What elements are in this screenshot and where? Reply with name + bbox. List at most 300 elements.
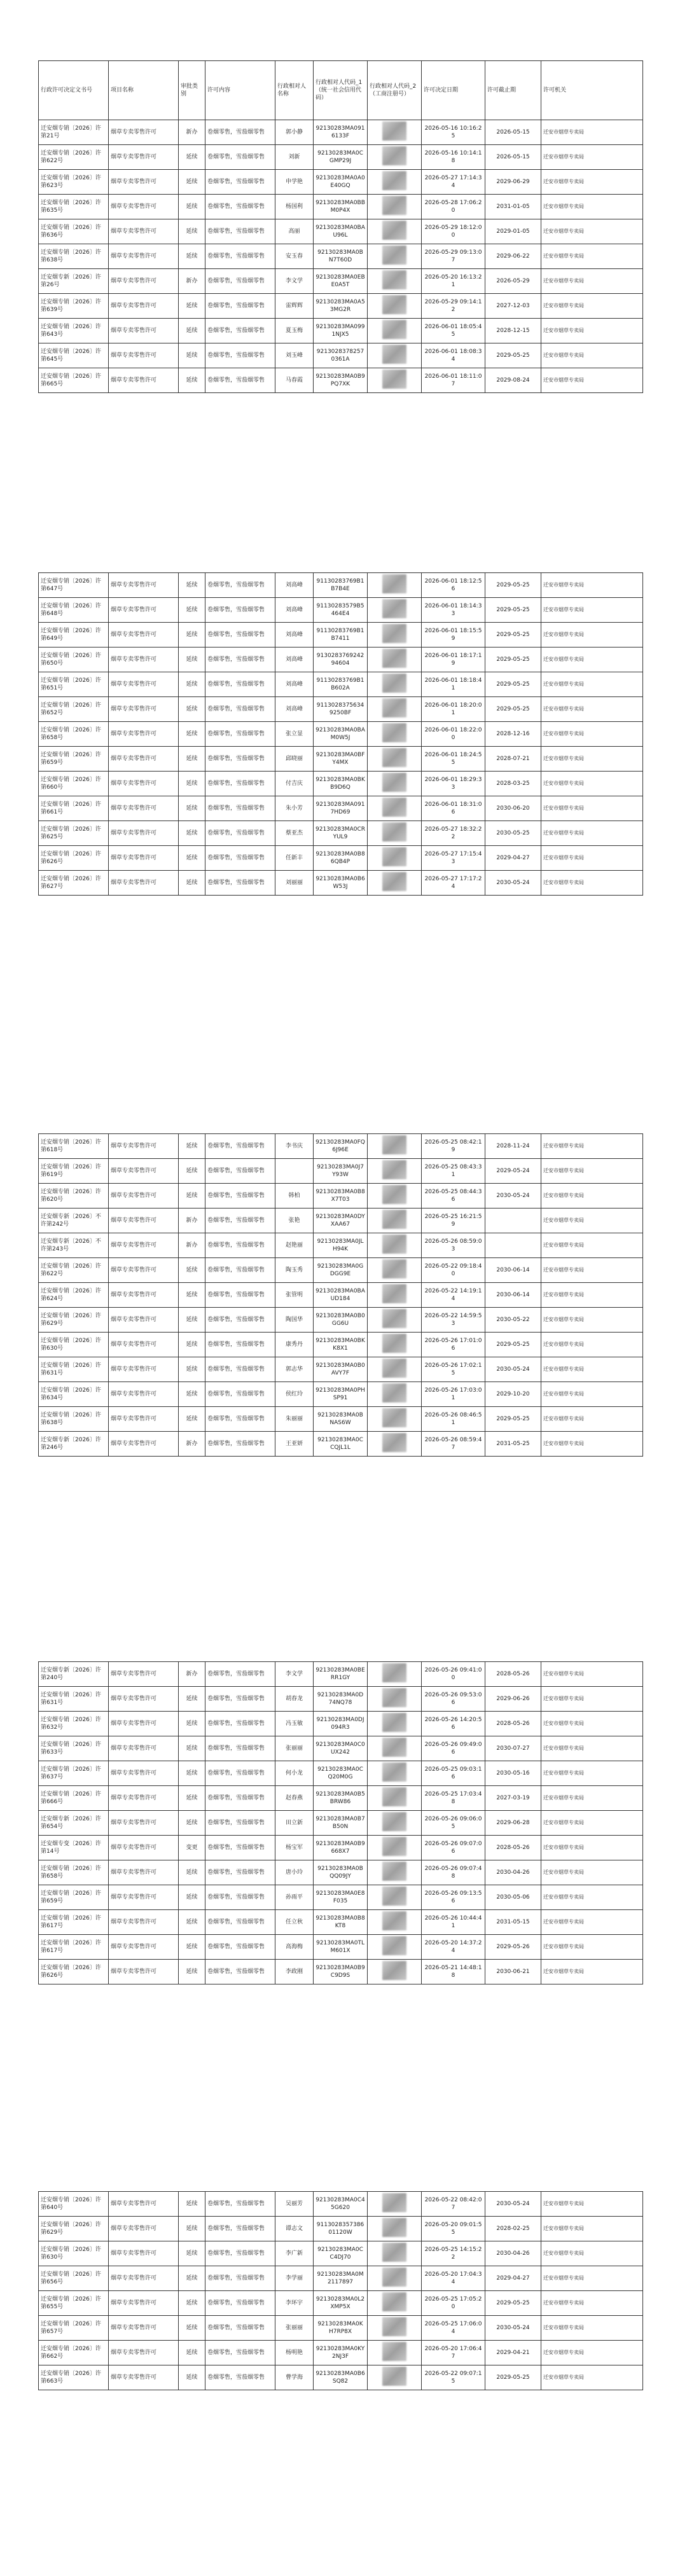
approval-type: 延续 <box>179 1910 205 1935</box>
decision-doc-number: 迁安烟专销〔2026〕许第635号 <box>39 195 109 219</box>
decision-date: 2026-06-01 18:12:56 <box>422 573 485 598</box>
expiry-date: 2030-04-26 <box>485 2241 541 2266</box>
credit-code: 92130283MA0C45G620 <box>314 2192 368 2217</box>
approval-type: 延续 <box>179 1960 205 1984</box>
approval-type: 延续 <box>179 1885 205 1910</box>
decision-doc-number: 迁安烟专销〔2026〕许第622号 <box>39 1258 109 1283</box>
license-scope: 卷烟零售，雪茄烟零售 <box>205 170 275 195</box>
applicant-name: 曹学海 <box>275 2365 314 2390</box>
project-name: 烟草专卖零售许可 <box>109 145 179 170</box>
license-authority: 迁安市烟草专卖局 <box>541 195 643 219</box>
applicant-name: 刘高峰 <box>275 598 314 623</box>
approval-type: 延续 <box>179 244 205 269</box>
redacted-registration-cell <box>368 1407 422 1432</box>
decision-date: 2026-05-16 10:14:18 <box>422 145 485 170</box>
decision-date: 2026-05-26 09:49:06 <box>422 1736 485 1761</box>
project-name: 烟草专卖零售许可 <box>109 1184 179 1208</box>
decision-date: 2026-05-27 17:14:34 <box>422 170 485 195</box>
license-authority: 迁安市烟草专卖局 <box>541 1786 643 1811</box>
license-scope: 卷烟零售，雪茄烟零售 <box>205 319 275 343</box>
expiry-date: 2028-11-24 <box>485 1134 541 1159</box>
table-row <box>39 1134 643 1159</box>
table-row <box>39 1382 643 1407</box>
applicant-name: 刘高峰 <box>275 573 314 598</box>
decision-doc-number: 迁安烟专销〔2026〕许第658号 <box>39 722 109 747</box>
license-authority: 迁安市烟草专卖局 <box>541 244 643 269</box>
redacted-registration-cell <box>368 1159 422 1184</box>
redacted-registration-cell <box>368 1836 422 1860</box>
redacted-registration-cell <box>368 269 422 294</box>
project-name: 烟草专卖零售许可 <box>109 1786 179 1811</box>
table-row <box>39 1910 643 1935</box>
applicant-name: 李书庆 <box>275 1134 314 1159</box>
table-row <box>39 1233 643 1258</box>
project-name: 烟草专卖零售许可 <box>109 573 179 598</box>
decision-date: 2026-05-25 09:03:16 <box>422 1761 485 1786</box>
redacted-registration-cell <box>368 1786 422 1811</box>
project-name: 烟草专卖零售许可 <box>109 1761 179 1786</box>
project-name: 烟草专卖零售许可 <box>109 1208 179 1233</box>
credit-code: 92130283MA0BKK8X1 <box>314 1333 368 1357</box>
redaction-blur <box>382 1160 406 1179</box>
table-row <box>39 747 643 772</box>
column-header: 许可机关 <box>541 61 643 120</box>
license-scope: 卷烟零售，雪茄烟零售 <box>205 294 275 319</box>
project-name: 烟草专卖零售许可 <box>109 1159 179 1184</box>
applicant-name: 高海梅 <box>275 1935 314 1960</box>
redacted-registration-cell <box>368 1134 422 1159</box>
redacted-registration-cell <box>368 2291 422 2316</box>
credit-code: 92130283MA0GDGG9E <box>314 1258 368 1283</box>
project-name: 烟草专卖零售许可 <box>109 2192 179 2217</box>
decision-doc-number: 迁安烟专销〔2026〕许第620号 <box>39 1184 109 1208</box>
table-header-row <box>39 61 643 120</box>
table-row <box>39 2266 643 2291</box>
license-authority: 迁安市烟草专卖局 <box>541 722 643 747</box>
project-name: 烟草专卖零售许可 <box>109 1333 179 1357</box>
table-row <box>39 573 643 598</box>
decision-doc-number: 迁安烟专销〔2026〕许第650号 <box>39 647 109 672</box>
decision-date: 2026-05-26 09:53:06 <box>422 1687 485 1712</box>
decision-doc-number: 迁安烟专销〔2026〕许第637号 <box>39 1761 109 1786</box>
license-scope: 卷烟零售，雪茄烟零售 <box>205 1811 275 1836</box>
credit-code: 91130283769B1B7B4E <box>314 573 368 598</box>
decision-doc-number: 迁安烟专销〔2026〕许第633号 <box>39 1736 109 1761</box>
approval-type: 延续 <box>179 747 205 772</box>
approval-type: 延续 <box>179 796 205 821</box>
license-authority: 迁安市烟草专卖局 <box>541 1960 643 1984</box>
redaction-blur <box>382 1713 406 1732</box>
license-scope: 卷烟零售，雪茄烟零售 <box>205 1333 275 1357</box>
applicant-name: 王亚妍 <box>275 1432 314 1457</box>
applicant-name: 雷辉辉 <box>275 294 314 319</box>
license-authority: 迁安市烟草专卖局 <box>541 821 643 846</box>
expiry-date: 2030-05-24 <box>485 1184 541 1208</box>
license-scope: 卷烟零售，雪茄烟零售 <box>205 2241 275 2266</box>
license-authority: 迁安市烟草专卖局 <box>541 1134 643 1159</box>
license-table <box>38 1133 643 1457</box>
table-row <box>39 821 643 846</box>
project-name: 烟草专卖零售许可 <box>109 1432 179 1457</box>
expiry-date: 2030-05-24 <box>485 2192 541 2217</box>
decision-doc-number: 迁安烟专销〔2026〕许第651号 <box>39 672 109 697</box>
column-header: 许可内容 <box>205 61 275 120</box>
license-authority: 迁安市烟草专卖局 <box>541 1382 643 1407</box>
decision-doc-number: 迁安烟专新〔2026〕许第654号 <box>39 1811 109 1836</box>
applicant-name: 韩柏 <box>275 1184 314 1208</box>
project-name: 烟草专卖零售许可 <box>109 368 179 393</box>
decision-doc-number: 迁安烟专销〔2026〕许第629号 <box>39 1308 109 1333</box>
decision-doc-number: 迁安烟专销〔2026〕许第640号 <box>39 2192 109 2217</box>
license-scope: 卷烟零售，雪茄烟零售 <box>205 1935 275 1960</box>
project-name: 烟草专卖零售许可 <box>109 772 179 796</box>
table-row <box>39 1432 643 1457</box>
decision-doc-number: 迁安烟专销〔2026〕许第648号 <box>39 598 109 623</box>
decision-date: 2026-05-22 09:07:15 <box>422 2365 485 2390</box>
approval-type: 延续 <box>179 1134 205 1159</box>
redacted-registration-cell <box>368 1357 422 1382</box>
approval-type: 延续 <box>179 343 205 368</box>
redaction-blur <box>382 1210 406 1229</box>
approval-type: 延续 <box>179 772 205 796</box>
license-scope: 卷烟零售，雪茄烟零售 <box>205 195 275 219</box>
decision-doc-number: 迁安烟专销〔2026〕许第661号 <box>39 796 109 821</box>
table-row <box>39 1811 643 1836</box>
column-header: 许可截止期 <box>485 61 541 120</box>
credit-code: 92130283MA0B8KT8 <box>314 1910 368 1935</box>
redacted-registration-cell <box>368 2316 422 2341</box>
license-scope: 卷烟零售，雪茄烟零售 <box>205 2316 275 2341</box>
applicant-name: 李学丽 <box>275 2266 314 2291</box>
license-scope: 卷烟零售，雪茄烟零售 <box>205 2365 275 2390</box>
applicant-name: 陶国华 <box>275 1308 314 1333</box>
decision-doc-number: 迁安烟专新〔2026〕不许第243号 <box>39 1233 109 1258</box>
decision-date: 2026-05-27 18:32:22 <box>422 821 485 846</box>
license-authority: 迁安市烟草专卖局 <box>541 219 643 244</box>
redacted-registration-cell <box>368 1687 422 1712</box>
applicant-name: 谭志文 <box>275 2217 314 2241</box>
credit-code: 92130283MA0CGMP29J <box>314 145 368 170</box>
decision-doc-number: 迁安烟专销〔2026〕许第645号 <box>39 343 109 368</box>
project-name: 烟草专卖零售许可 <box>109 722 179 747</box>
redacted-registration-cell <box>368 796 422 821</box>
license-authority: 迁安市烟草专卖局 <box>541 1910 643 1935</box>
redacted-registration-cell <box>368 573 422 598</box>
table-row <box>39 672 643 697</box>
credit-code: 92130283MA0CQ20M0G <box>314 1761 368 1786</box>
decision-date: 2026-05-20 14:37:24 <box>422 1935 485 1960</box>
redaction-blur <box>382 1383 406 1402</box>
credit-code: 92130283MA0917HD69 <box>314 796 368 821</box>
expiry-date: 2029-05-25 <box>485 2291 541 2316</box>
expiry-date: 2029-10-20 <box>485 1382 541 1407</box>
license-authority: 迁安市烟草专卖局 <box>541 647 643 672</box>
redaction-blur <box>382 370 406 389</box>
decision-date: 2026-05-26 17:01:06 <box>422 1333 485 1357</box>
project-name: 烟草专卖零售许可 <box>109 1233 179 1258</box>
approval-type: 延续 <box>179 2291 205 2316</box>
table-row <box>39 1761 643 1786</box>
table-row <box>39 1208 643 1233</box>
approval-type: 延续 <box>179 219 205 244</box>
applicant-name: 张立显 <box>275 722 314 747</box>
expiry-date: 2030-06-14 <box>485 1258 541 1283</box>
applicant-name: 李文学 <box>275 1662 314 1687</box>
approval-type: 延续 <box>179 1258 205 1283</box>
expiry-date: 2029-05-24 <box>485 1159 541 1184</box>
applicant-name: 赵艳丽 <box>275 1233 314 1258</box>
decision-doc-number: 迁安烟专销〔2026〕许第617号 <box>39 1935 109 1960</box>
project-name: 烟草专卖零售许可 <box>109 697 179 722</box>
redaction-blur <box>382 146 406 165</box>
credit-code: 92130283MA0KH7RP8X <box>314 2316 368 2341</box>
credit-code: 92130283MA0TLM601X <box>314 1935 368 1960</box>
expiry-date: 2029-05-25 <box>485 2365 541 2390</box>
redacted-registration-cell <box>368 1736 422 1761</box>
table-row <box>39 195 643 219</box>
column-header: 行政相对人代码_1（统一社会信用代码） <box>314 61 368 120</box>
redaction-blur <box>382 1762 406 1782</box>
applicant-name: 陶玉秀 <box>275 1258 314 1283</box>
credit-code: 92130283MA0E8F035 <box>314 1885 368 1910</box>
approval-type: 延续 <box>179 2365 205 2390</box>
decision-date: 2026-05-25 17:05:20 <box>422 2291 485 2316</box>
approval-type: 延续 <box>179 170 205 195</box>
project-name: 烟草专卖零售许可 <box>109 647 179 672</box>
decision-date: 2026-06-01 18:18:41 <box>422 672 485 697</box>
redaction-blur <box>382 1911 406 1930</box>
project-name: 烟草专卖零售许可 <box>109 1860 179 1885</box>
expiry-date: 2030-05-06 <box>485 1885 541 1910</box>
project-name: 烟草专卖零售许可 <box>109 2341 179 2365</box>
expiry-date: 2030-06-21 <box>485 1960 541 1984</box>
approval-type: 延续 <box>179 1935 205 1960</box>
decision-doc-number: 迁安烟专销〔2026〕许第643号 <box>39 319 109 343</box>
decision-date: 2026-05-29 09:13:07 <box>422 244 485 269</box>
expiry-date <box>485 1233 541 1258</box>
decision-date: 2026-05-16 10:16:25 <box>422 120 485 145</box>
decision-doc-number: 迁安烟专销〔2026〕许第624号 <box>39 1283 109 1308</box>
approval-type: 新办 <box>179 120 205 145</box>
credit-code: 92130283MA0A0E40GQ <box>314 170 368 195</box>
redacted-registration-cell <box>368 1258 422 1283</box>
license-authority: 迁安市烟草专卖局 <box>541 1860 643 1885</box>
redaction-blur <box>382 1837 406 1856</box>
table-row <box>39 1662 643 1687</box>
license-authority: 迁安市烟草专卖局 <box>541 1258 643 1283</box>
license-scope: 卷烟零售，雪茄烟零售 <box>205 647 275 672</box>
table-row <box>39 294 643 319</box>
applicant-name: 侯红玲 <box>275 1382 314 1407</box>
table-row <box>39 1407 643 1432</box>
credit-code: 92130283MA0BKB9D6Q <box>314 772 368 796</box>
expiry-date: 2029-06-29 <box>485 170 541 195</box>
table-row <box>39 145 643 170</box>
project-name: 烟草专卖零售许可 <box>109 1134 179 1159</box>
credit-code: 92130283MA0J7Y93W <box>314 1159 368 1184</box>
redaction-blur <box>382 822 406 841</box>
redaction-blur <box>382 1862 406 1881</box>
redaction-blur <box>382 2292 406 2311</box>
table-row <box>39 697 643 722</box>
credit-code: 913028376924294604 <box>314 647 368 672</box>
redaction-blur <box>382 246 406 265</box>
table-row <box>39 1184 643 1208</box>
license-table-block <box>38 1661 642 1984</box>
redacted-registration-cell <box>368 1382 422 1407</box>
decision-date: 2026-05-26 14:20:56 <box>422 1712 485 1736</box>
decision-date: 2026-05-20 17:04:34 <box>422 2266 485 2291</box>
applicant-name: 康秀丹 <box>275 1333 314 1357</box>
expiry-date: 2028-03-25 <box>485 772 541 796</box>
project-name: 烟草专卖零售许可 <box>109 1382 179 1407</box>
applicant-name: 任立秋 <box>275 1910 314 1935</box>
redaction-blur <box>382 624 406 643</box>
decision-date: 2026-05-21 14:48:18 <box>422 1960 485 1984</box>
redaction-blur <box>382 1284 406 1303</box>
approval-type: 延续 <box>179 647 205 672</box>
license-scope: 卷烟零售，雪茄烟零售 <box>205 368 275 393</box>
applicant-name: 李广新 <box>275 2241 314 2266</box>
redacted-registration-cell <box>368 1283 422 1308</box>
credit-code: 92130283MA0PHSP91 <box>314 1382 368 1407</box>
decision-doc-number: 迁安烟专销〔2026〕许第657号 <box>39 2316 109 2341</box>
table-row <box>39 1885 643 1910</box>
license-authority: 迁安市烟草专卖局 <box>541 1712 643 1736</box>
approval-type: 延续 <box>179 2241 205 2266</box>
project-name: 烟草专卖零售许可 <box>109 2217 179 2241</box>
credit-code: 92130283MA0BFY4MX <box>314 747 368 772</box>
expiry-date: 2029-05-26 <box>485 1935 541 1960</box>
table-row <box>39 1357 643 1382</box>
decision-date: 2026-05-25 08:44:36 <box>422 1184 485 1208</box>
license-table-block <box>38 60 642 393</box>
applicant-name: 杨国利 <box>275 195 314 219</box>
license-scope: 卷烟零售，雪茄烟零售 <box>205 1308 275 1333</box>
license-scope: 卷烟零售，雪茄烟零售 <box>205 821 275 846</box>
project-name: 烟草专卖零售许可 <box>109 1736 179 1761</box>
table-row <box>39 796 643 821</box>
redacted-registration-cell <box>368 294 422 319</box>
redaction-blur <box>382 2243 406 2262</box>
decision-doc-number: 迁安烟专销〔2026〕许第666号 <box>39 1786 109 1811</box>
license-authority: 迁安市烟草专卖局 <box>541 623 643 647</box>
redacted-registration-cell <box>368 244 422 269</box>
decision-date: 2026-05-22 08:42:07 <box>422 2192 485 2217</box>
approval-type: 延续 <box>179 2192 205 2217</box>
decision-doc-number: 迁安烟专销〔2026〕许第625号 <box>39 821 109 846</box>
decision-date: 2026-06-01 18:05:45 <box>422 319 485 343</box>
project-name: 烟草专卖零售许可 <box>109 821 179 846</box>
redaction-blur <box>382 2218 406 2237</box>
credit-code: 92130283MA0BERR1GY <box>314 1662 368 1687</box>
redacted-registration-cell <box>368 1761 422 1786</box>
applicant-name: 何小龙 <box>275 1761 314 1786</box>
applicant-name: 张丽丽 <box>275 2316 314 2341</box>
credit-code: 92130283MA0BAUD184 <box>314 1283 368 1308</box>
decision-date: 2026-05-26 09:06:05 <box>422 1811 485 1836</box>
project-name: 烟草专卖零售许可 <box>109 269 179 294</box>
expiry-date: 2029-05-25 <box>485 697 541 722</box>
redacted-registration-cell <box>368 871 422 896</box>
credit-code: 92130283MA0FQ6J96E <box>314 1134 368 1159</box>
expiry-date: 2029-06-28 <box>485 1811 541 1836</box>
license-authority: 迁安市烟草专卖局 <box>541 2341 643 2365</box>
project-name: 烟草专卖零售许可 <box>109 1712 179 1736</box>
credit-code: 92130283MA0M2117897 <box>314 2266 368 2291</box>
approval-type: 延续 <box>179 722 205 747</box>
applicant-name: 张丽丽 <box>275 1736 314 1761</box>
license-authority: 迁安市烟草专卖局 <box>541 1761 643 1786</box>
approval-type: 延续 <box>179 1860 205 1885</box>
decision-doc-number: 迁安烟专销〔2026〕许第655号 <box>39 2291 109 2316</box>
table-row <box>39 368 643 393</box>
decision-date: 2026-06-01 18:22:00 <box>422 722 485 747</box>
table-row <box>39 2291 643 2316</box>
license-scope: 卷烟零售，雪茄烟零售 <box>205 120 275 145</box>
license-table-block <box>38 1133 642 1457</box>
license-authority: 迁安市烟草专卖局 <box>541 573 643 598</box>
expiry-date: 2030-05-24 <box>485 2316 541 2341</box>
table-row <box>39 2365 643 2390</box>
license-authority: 迁安市烟草专卖局 <box>541 294 643 319</box>
approval-type: 延续 <box>179 598 205 623</box>
redaction-blur <box>382 1663 406 1682</box>
expiry-date: 2030-05-25 <box>485 821 541 846</box>
expiry-date: 2028-07-21 <box>485 747 541 772</box>
decision-date: 2026-06-01 18:17:19 <box>422 647 485 672</box>
redaction-blur <box>382 1135 406 1154</box>
license-scope: 卷烟零售，雪茄烟零售 <box>205 573 275 598</box>
applicant-name: 夏玉梅 <box>275 319 314 343</box>
project-name: 烟草专卖零售许可 <box>109 1687 179 1712</box>
license-table-block <box>38 2191 642 2390</box>
table-row <box>39 2192 643 2217</box>
decision-date: 2026-05-25 14:15:22 <box>422 2241 485 2266</box>
approval-type: 新办 <box>179 1432 205 1457</box>
expiry-date: 2026-05-29 <box>485 269 541 294</box>
approval-type: 新办 <box>179 1208 205 1233</box>
license-authority: 迁安市烟草专卖局 <box>541 145 643 170</box>
table-row <box>39 2217 643 2241</box>
project-name: 烟草专卖零售许可 <box>109 2291 179 2316</box>
license-scope: 卷烟零售，雪茄烟零售 <box>205 145 275 170</box>
redaction-blur <box>382 221 406 240</box>
license-authority: 迁安市烟草专卖局 <box>541 1811 643 1836</box>
applicant-name: 付吉庆 <box>275 772 314 796</box>
credit-code: 92130283782570361A <box>314 343 368 368</box>
redacted-registration-cell <box>368 170 422 195</box>
decision-date: 2026-06-01 18:20:01 <box>422 697 485 722</box>
license-scope: 卷烟零售，雪茄烟零售 <box>205 219 275 244</box>
license-authority: 迁安市烟草专卖局 <box>541 772 643 796</box>
redacted-registration-cell <box>368 2241 422 2266</box>
redaction-blur <box>382 1433 406 1452</box>
credit-code: 92130283MA0B9C9D9S <box>314 1960 368 1984</box>
license-authority: 迁安市烟草专卖局 <box>541 269 643 294</box>
redaction-blur <box>382 2268 406 2287</box>
credit-code: 92130283MA0C0UX242 <box>314 1736 368 1761</box>
decision-doc-number: 迁安烟专新〔2026〕许第240号 <box>39 1662 109 1687</box>
decision-doc-number: 迁安烟专销〔2026〕许第630号 <box>39 1333 109 1357</box>
redaction-blur <box>382 320 406 339</box>
project-name: 烟草专卖零售许可 <box>109 1662 179 1687</box>
applicant-name: 马春霞 <box>275 368 314 393</box>
column-header: 行政相对人名称 <box>275 61 314 120</box>
decision-doc-number: 迁安烟专变〔2026〕许第14号 <box>39 1836 109 1860</box>
table-row <box>39 2341 643 2365</box>
credit-code: 92130283MA0B9668X7 <box>314 1836 368 1860</box>
